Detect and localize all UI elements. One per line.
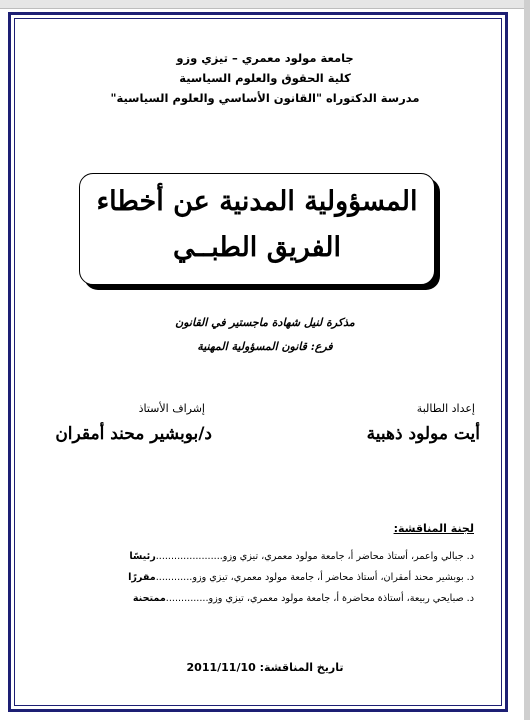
university-name: جامعة مولود معمري – تيزي وزو bbox=[176, 51, 354, 65]
supervisor-label: إشراف الأستاذ bbox=[138, 402, 205, 415]
committee-member bbox=[34, 546, 474, 567]
committee-list bbox=[34, 546, 474, 609]
committee-member-details: د. جبالي واعمر، أستاذ محاضر أ، جامعة مولود معمري، تيزي وزو...................... bbox=[155, 551, 474, 562]
thesis-title-line-2: الفريق الطبــي bbox=[172, 232, 342, 263]
committee-member-role: رئيسًا bbox=[129, 551, 156, 562]
supervisor-name: د/بوبشير محند أمقران bbox=[55, 424, 212, 444]
doctoral-school-name: مدرسة الدكتوراه "القانون الأساسي والعلوم السياسية" bbox=[110, 91, 420, 105]
page-edge-top bbox=[0, 0, 530, 9]
thesis-title-box bbox=[79, 173, 435, 285]
committee-member-role: مقررًا bbox=[128, 572, 156, 583]
committee-member bbox=[34, 567, 474, 588]
institution-header bbox=[40, 48, 490, 108]
thesis-title-line-1: المسؤولية المدنية عن أخطاء bbox=[96, 186, 418, 217]
page-edge-right bbox=[524, 0, 530, 720]
committee-member-role: ممتحنة bbox=[132, 593, 166, 604]
student-name: أيت مولود ذهبية bbox=[366, 424, 480, 444]
committee-title: لجنة المناقشة: bbox=[393, 522, 474, 535]
degree-statement: مذكرة لنيل شهادة ماجستير في القانون bbox=[175, 316, 355, 329]
student-label: إعداد الطالبة bbox=[416, 402, 475, 415]
faculty-name: كلية الحقوق والعلوم السياسية bbox=[179, 71, 351, 85]
committee-member-details: د. صبايحي ربيعة، أستاذة محاضرة أ، جامعة مولود معمري، تيزي وزو.............. bbox=[165, 593, 474, 604]
defense-date: تاريخ المناقشة: 2011/11/10 bbox=[186, 661, 344, 674]
committee-member-details: د. بوبشير محند أمقران، أستاذ محاضر أ، جامعة مولود معمري، تيزي وزو............ bbox=[155, 572, 474, 583]
specialization: فرع: قانون المسؤولية المهنية bbox=[197, 340, 333, 353]
committee-member bbox=[34, 588, 474, 609]
